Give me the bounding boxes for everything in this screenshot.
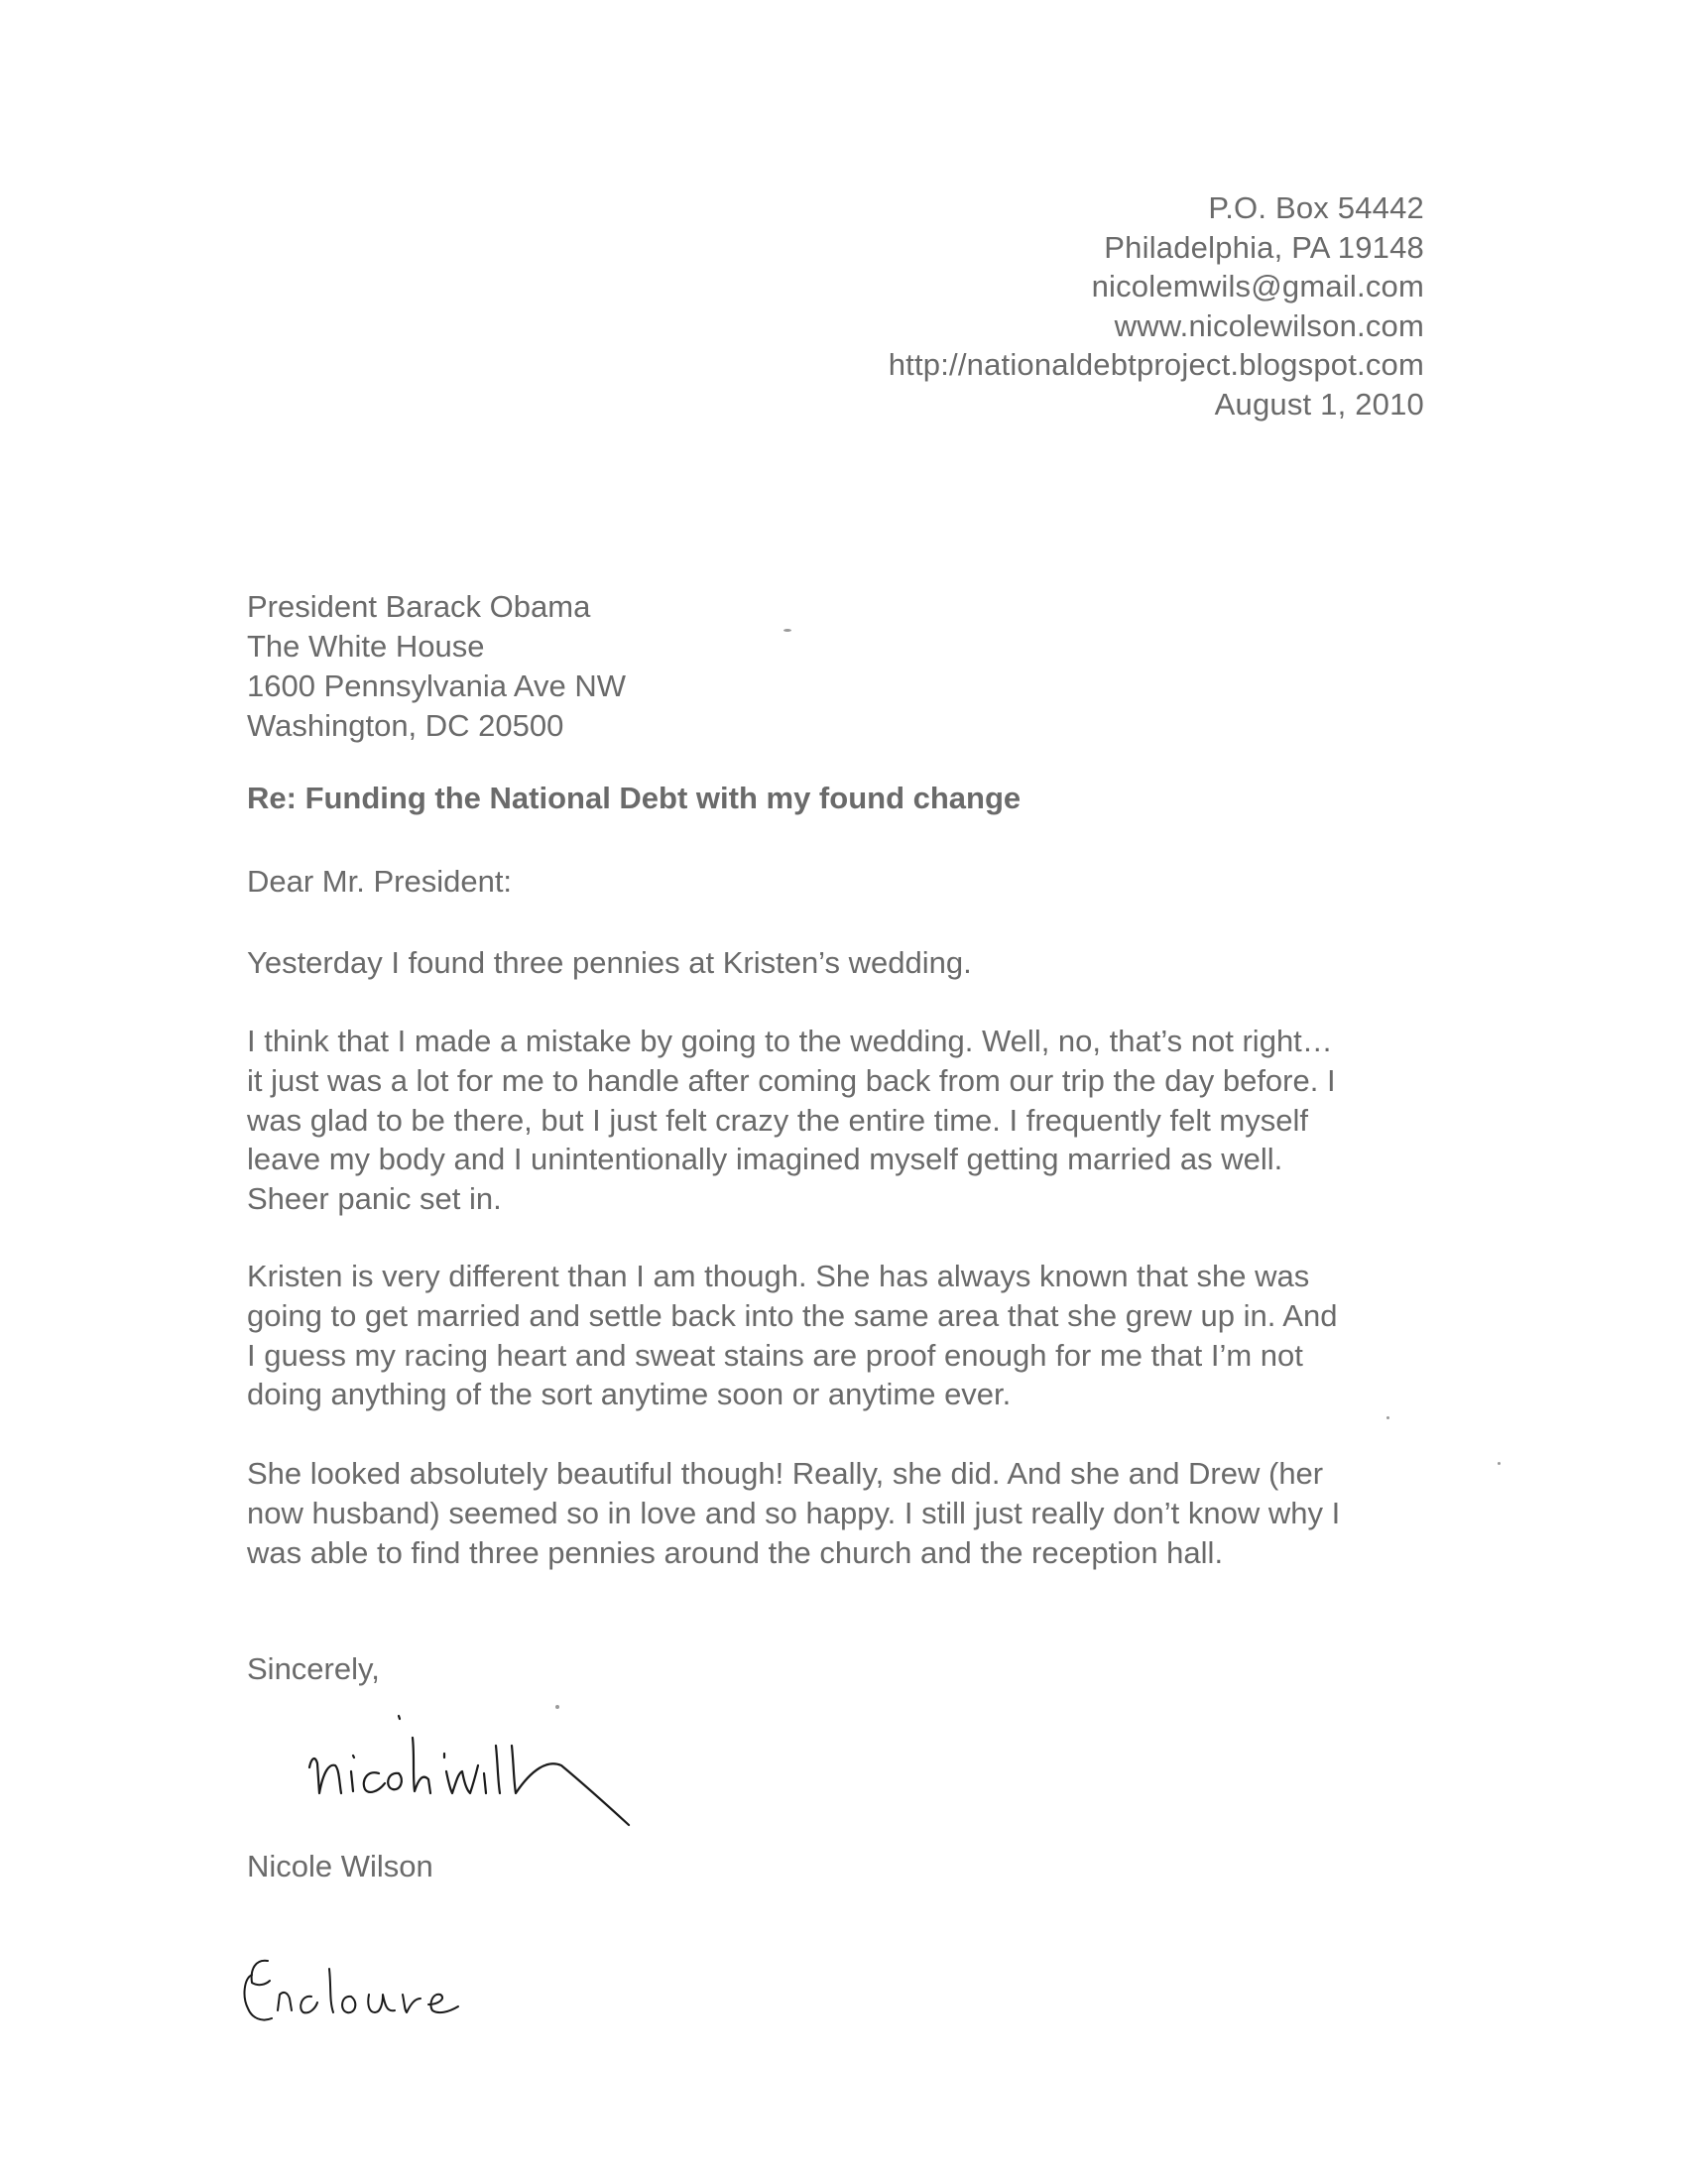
sender-email: nicolemwils@gmail.com: [1091, 269, 1424, 304]
body-line: was glad to be there, but I just felt crazy the entire time. I frequently felt myself: [247, 1102, 1308, 1138]
signer-name: Nicole Wilson: [247, 1849, 433, 1883]
body-paragraph-1: [247, 943, 1437, 983]
sender-address-block: [889, 188, 1424, 425]
body-line: it just was a lot for me to handle after coming back from our trip the day before. I: [247, 1062, 1336, 1098]
handwritten-enclosure-note: [238, 1939, 555, 2038]
body-line: going to get married and settle back into the same area that she grew up in. And: [247, 1297, 1338, 1333]
body-line: leave my body and I unintentionally imagined myself getting married as well.: [247, 1142, 1283, 1177]
body-line: now husband) seemed so in love and so happy. I still just really don’t know why I: [247, 1495, 1341, 1530]
body-paragraph-4: [247, 1454, 1437, 1572]
body-paragraph-2: [247, 1022, 1437, 1219]
body-paragraph-3: [247, 1257, 1437, 1414]
body-line: Sheer panic set in.: [247, 1181, 502, 1217]
closing: Sincerely,: [247, 1651, 380, 1686]
letter-date: August 1, 2010: [1214, 386, 1424, 422]
recipient-street: 1600 Pennsylvania Ave NW: [247, 668, 626, 703]
body-line: was able to find three pennies around the church and the reception hall.: [247, 1534, 1224, 1570]
sender-website: www.nicolewilson.com: [1114, 307, 1424, 343]
recipient-organization: The White House: [247, 629, 485, 664]
scan-speck: [1498, 1462, 1501, 1465]
subject-line: Re: Funding the National Debt with my found change: [247, 781, 1022, 815]
body-line: Kristen is very different than I am though. She has always known that she was: [247, 1259, 1310, 1293]
scan-speck: [555, 1705, 559, 1709]
sender-po-box: P.O. Box 54442: [1208, 190, 1424, 225]
salutation: Dear Mr. President:: [247, 864, 513, 899]
recipient-name: President Barack Obama: [247, 589, 591, 624]
body-line: She looked absolutely beautiful though! Really, she did. And she and Drew (her: [247, 1456, 1324, 1491]
sender-city-state-zip: Philadelphia, PA 19148: [1104, 229, 1424, 265]
recipient-address-block: [247, 587, 626, 746]
scan-speck: [783, 629, 791, 632]
sender-blog-url: http://nationaldebtproject.blogspot.com: [888, 347, 1424, 383]
scan-speck: [1386, 1416, 1389, 1419]
recipient-city-state-zip: Washington, DC 20500: [247, 708, 564, 743]
handwritten-signature: [288, 1686, 783, 1845]
body-line: Yesterday I found three pennies at Kristen’s wedding.: [247, 945, 972, 980]
body-line: I think that I made a mistake by going to the wedding. Well, no, that’s not right…: [247, 1024, 1333, 1058]
body-line: I guess my racing heart and sweat stains are proof enough for me that I’m not: [247, 1337, 1303, 1373]
body-line: doing anything of the sort anytime soon or anytime ever.: [247, 1377, 1012, 1412]
